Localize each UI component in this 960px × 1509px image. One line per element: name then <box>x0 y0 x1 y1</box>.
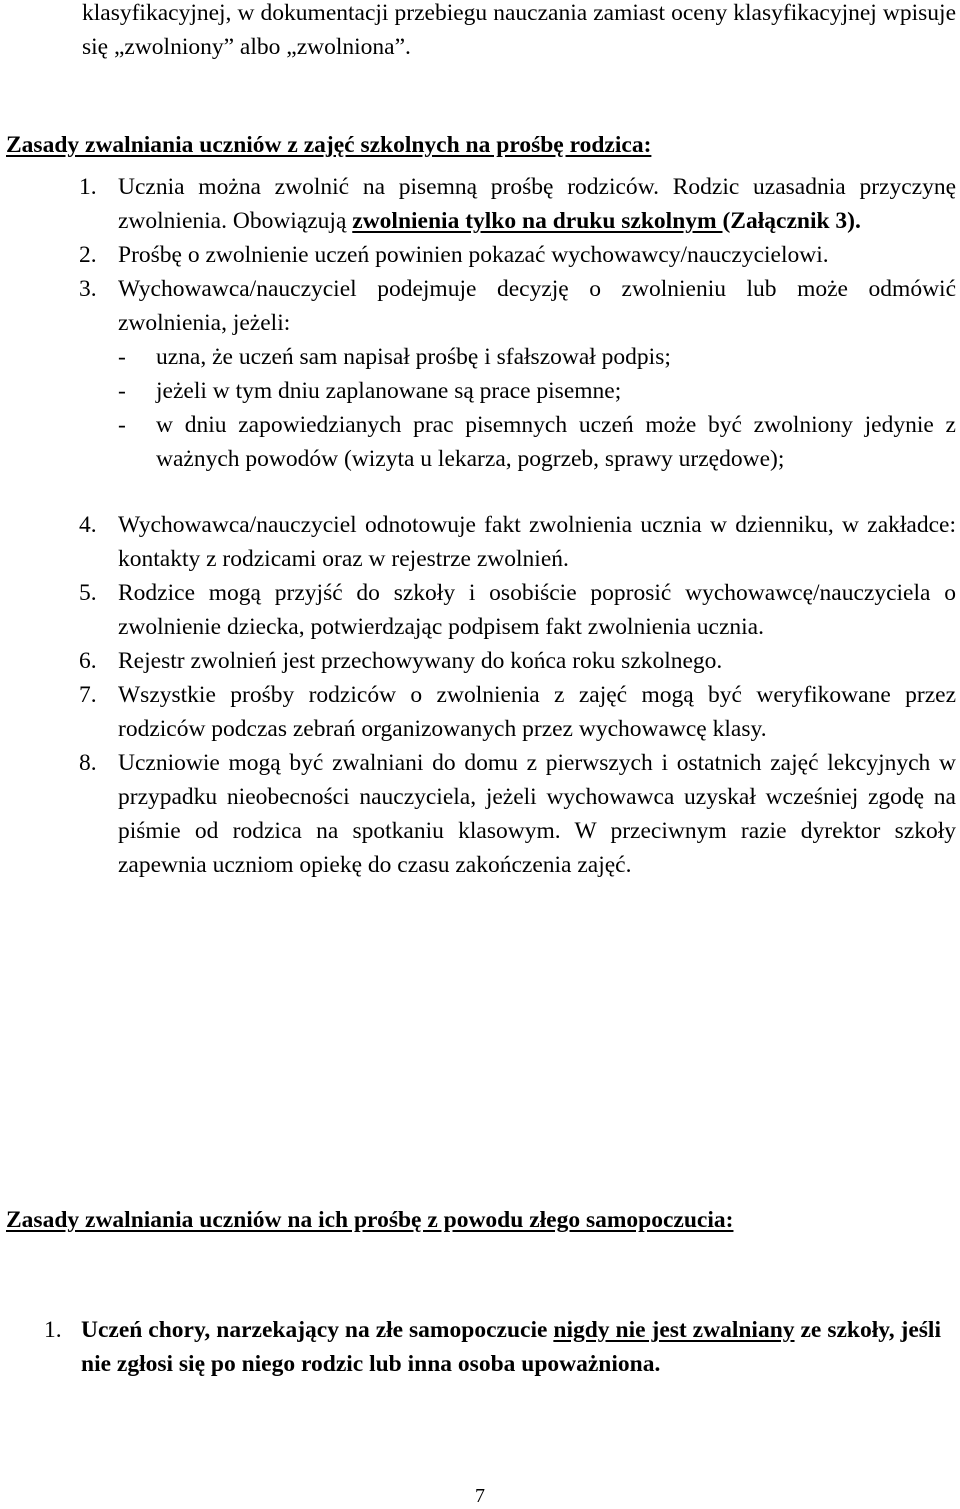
spacer <box>0 476 960 508</box>
list-number: 4. <box>79 512 97 538</box>
list-item-6 <box>0 644 956 678</box>
list-item-1 <box>0 1313 941 1381</box>
dash-list <box>118 340 956 476</box>
list-item-text: ze szkoły, jeśli nie zgłosi się po niego rodzic lub inna osoba upoważniona. <box>81 1317 941 1377</box>
list-item-text: Rejestr zwolnień jest przechowywany do końca roku szkolnego. <box>118 648 723 674</box>
dash-item-text: jeżeli w tym dniu zaplanowane są prace pisemne; <box>156 378 622 404</box>
dash-item <box>118 408 956 476</box>
list-item-4 <box>0 508 956 576</box>
list-number: 8. <box>79 750 97 776</box>
attachment-reference: (Załącznik 3). <box>722 208 861 234</box>
section-heading-parent-request: Zasady zwalniania uczniów z zajęć szkolnych na prośbę rodzica: <box>6 132 652 158</box>
list-item-5 <box>0 576 956 644</box>
list-number: 7. <box>79 682 97 708</box>
list-item-text: Uczniowie mogą być zwalniani do domu z pierwszych i ostatnich zajęć lekcyjnych w przypadku nieobecności nauczyciela, jeżeli wychowawca uzyskał wcześniej zgodę na piśmie od rodzica na spotkaniu klasowym. W przeciwnym razie dyrektor szkoły zapewnia uczniom opiekę do czasu zakończenia zajęć. <box>118 750 956 878</box>
list-item-text: Uczeń chory, narzekający na złe samopoczucie <box>81 1317 554 1343</box>
list-item-text: Prośbę o zwolnienie uczeń powinien pokazać wychowawcy/nauczycielowi. <box>118 242 829 268</box>
list-item-3 <box>0 272 956 476</box>
dash-mark: - <box>118 378 126 404</box>
sick-student-rules-list <box>0 1313 960 1381</box>
list-item-2 <box>0 238 956 272</box>
list-item-8 <box>0 746 956 882</box>
list-number: 1. <box>44 1317 62 1343</box>
dash-item-text: w dniu zapowiedzianych prac pisemnych uczeń może być zwolniony jedynie z ważnych powodów (wizyta u lekarza, pogrzeb, sprawy urzędowe); <box>156 412 956 472</box>
dash-item <box>118 374 956 408</box>
emphasis-text: nigdy nie jest zwalniany <box>553 1317 795 1343</box>
list-item-text: Wszystkie prośby rodziców o zwolnienia z zajęć mogą być weryfikowane przez rodziców podczas zebrań organizowanych przez wychowawcę klasy. <box>118 682 956 742</box>
dash-mark: - <box>118 412 126 438</box>
list-item-1 <box>0 170 956 238</box>
list-item-text: Ucznia można zwolnić na pisemną prośbę rodziców. Rodzic uzasadnia przyczynę zwolnienia. Obowiązują <box>118 174 956 234</box>
list-item-text: Wychowawca/nauczyciel odnotowuje fakt zwolnienia ucznia w dzienniku, w zakładce: kontakty z rodzicami oraz w rejestrze zwolnień. <box>118 512 956 572</box>
dash-item <box>118 340 956 374</box>
list-number: 1. <box>79 174 97 200</box>
page-number: 7 <box>475 1485 485 1507</box>
list-number: 2. <box>79 242 97 268</box>
dash-item-text: uzna, że uczeń sam napisał prośbę i sfałszował podpis; <box>156 344 671 370</box>
list-number: 5. <box>79 580 97 606</box>
list-item-7 <box>0 678 956 746</box>
list-number: 3. <box>79 276 97 302</box>
intro-paragraph: klasyfikacyjnej, w dokumentacji przebiegu nauczania zamiast oceny klasyfikacyjnej wpisuje się „zwolniony” albo „zwolniona”. <box>82 0 956 60</box>
list-item-text: Wychowawca/nauczyciel podejmuje decyzję o zwolnieniu lub może odmówić zwolnienia, jeżeli: <box>118 276 956 336</box>
list-item-text: Rodzice mogą przyjść do szkoły i osobiście poprosić wychowawcę/nauczyciela o zwolnienie dziecka, potwierdzając podpisem fakt zwolnienia ucznia. <box>118 580 956 640</box>
parent-request-rules-list <box>0 170 960 882</box>
dash-mark: - <box>118 344 126 370</box>
list-number: 6. <box>79 648 97 674</box>
emphasis-text: zwolnienia tylko na druku szkolnym <box>352 208 723 234</box>
section-heading-sick-student: Zasady zwalniania uczniów na ich prośbę z powodu złego samopoczucia: <box>6 1207 734 1233</box>
